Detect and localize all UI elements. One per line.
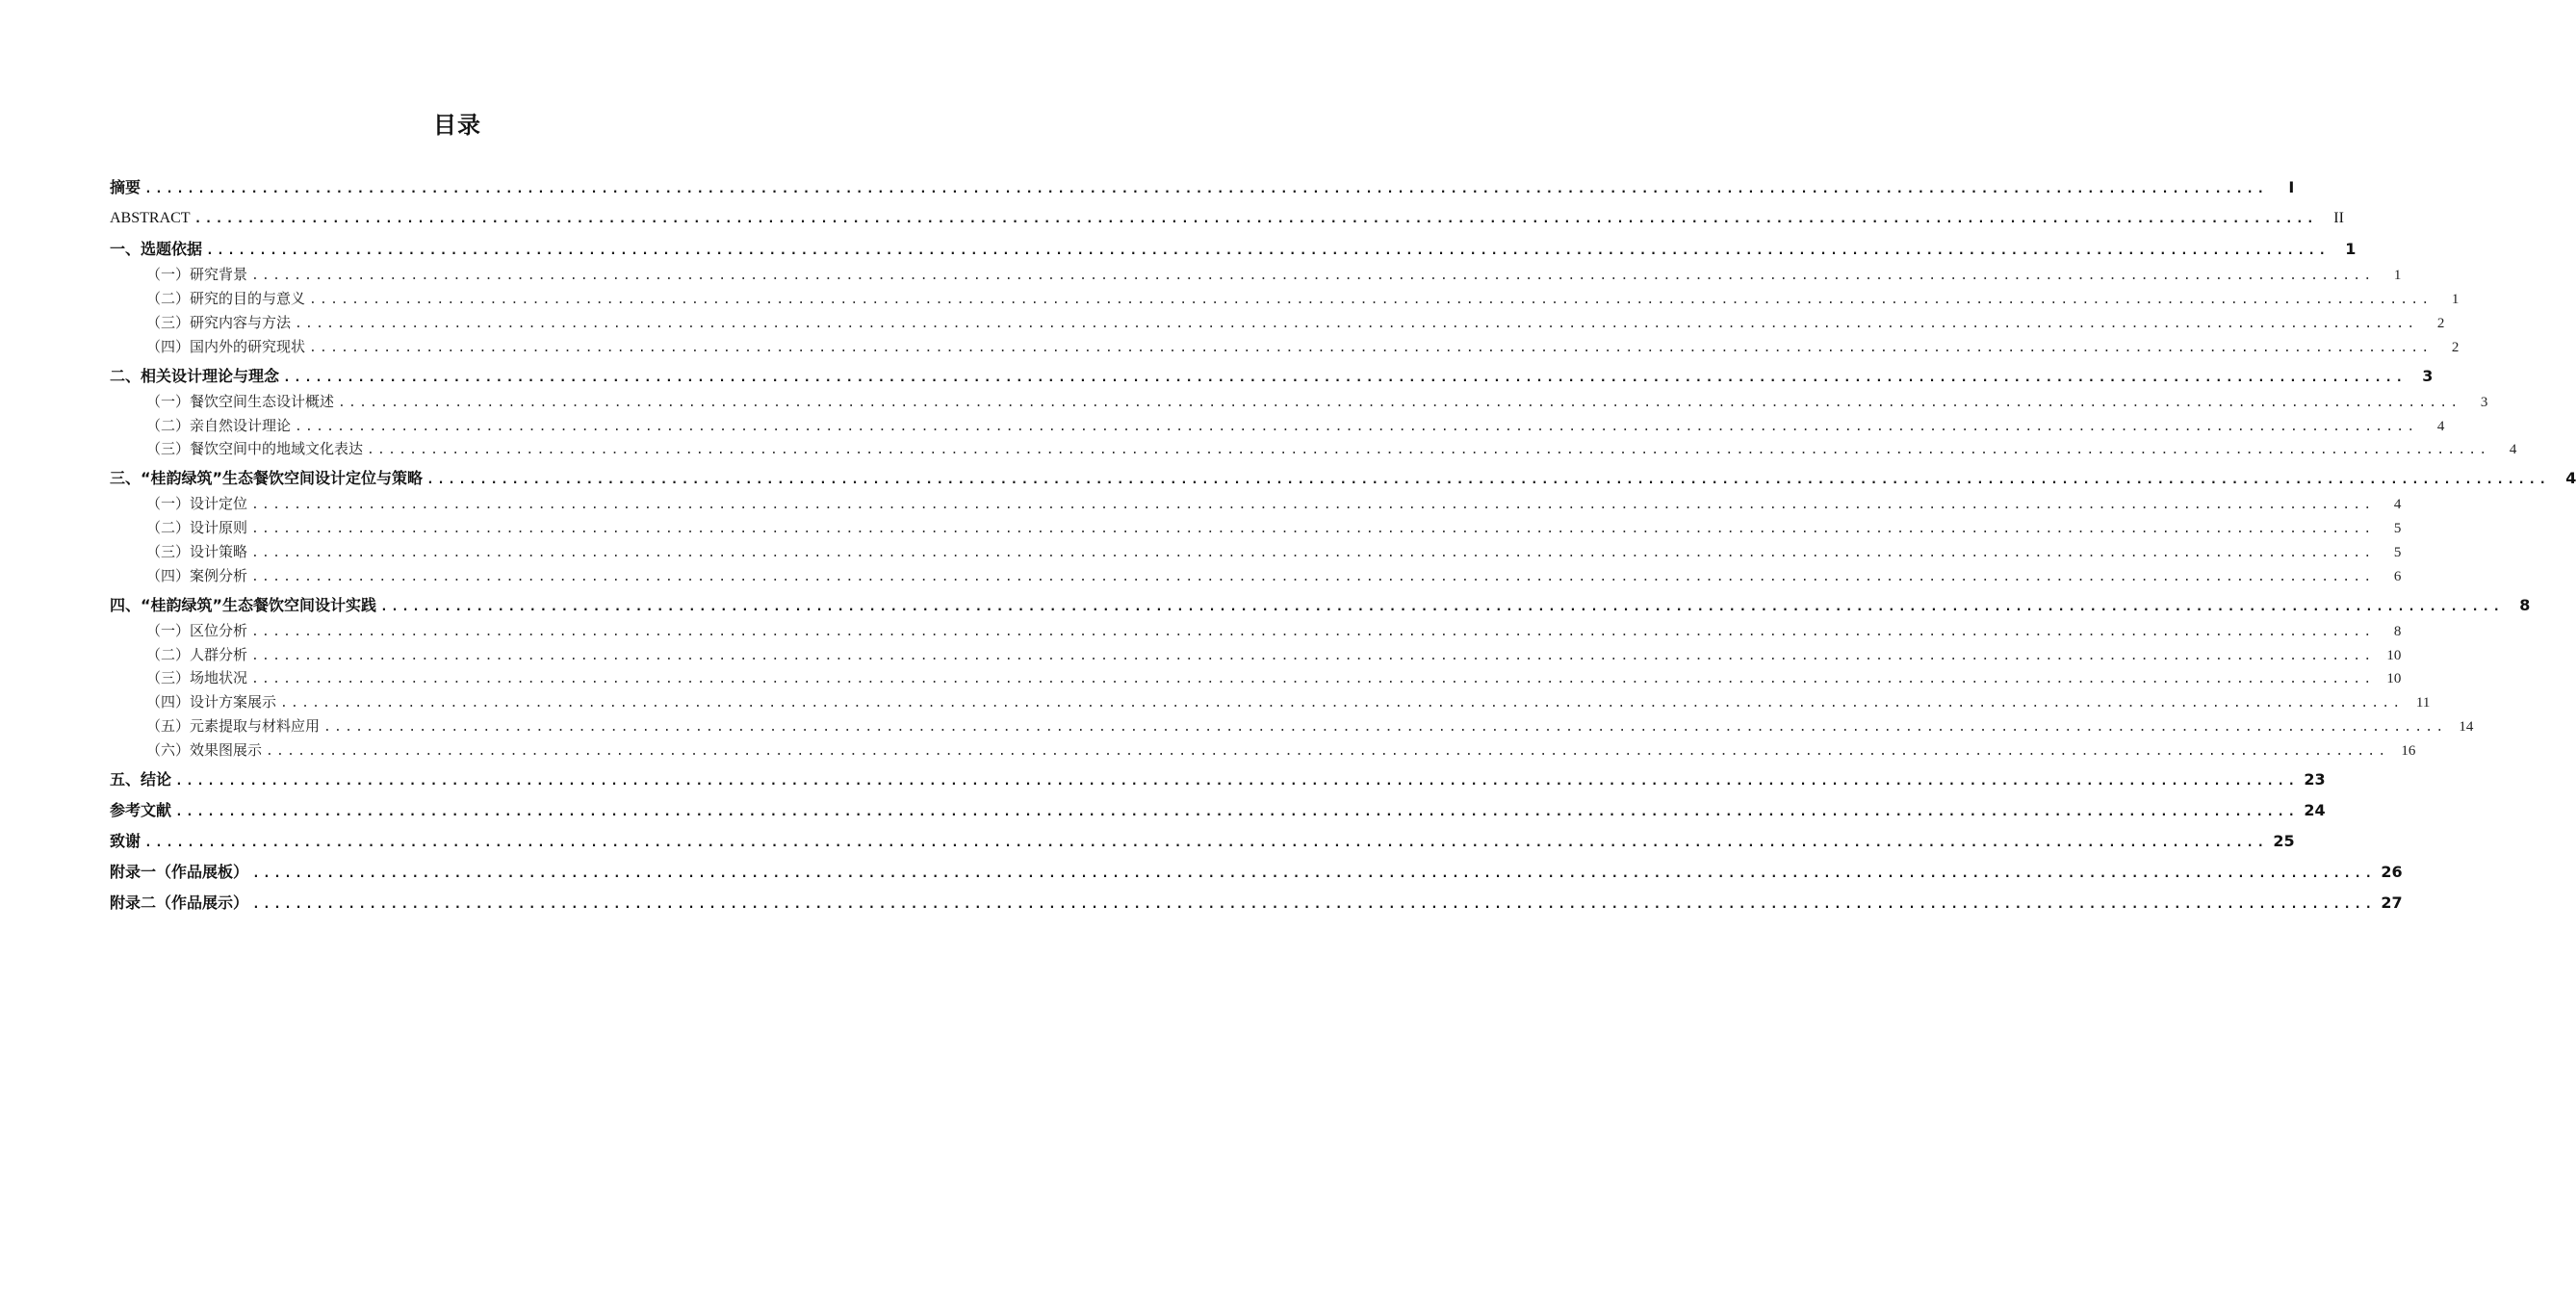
toc-entry-section-2-2[interactable] (146, 415, 2445, 436)
toc-entry-page: 27 (2381, 893, 2403, 912)
toc-entry-section-3-1[interactable] (146, 493, 2402, 514)
toc-entry-page: 26 (2381, 863, 2403, 881)
toc-entry-title: （二）设计原则 (146, 519, 248, 536)
toc-entry-page: 1 (2393, 268, 2402, 283)
dot-leader: ........................................................................................................................................................................................................ (144, 182, 2268, 196)
toc-entry-page: 3 (2422, 367, 2434, 385)
dot-leader: ........................................................................................................................................................................................................ (251, 546, 2375, 560)
toc-entry-section-3-2[interactable] (146, 517, 2402, 538)
toc-entry-page: 23 (2304, 770, 2326, 789)
dot-leader: ........................................................................................................................................................................................................ (251, 570, 2375, 584)
toc-entry-page: 5 (2393, 521, 2402, 536)
toc-entry-chapter-5[interactable] (110, 769, 2326, 790)
toc-entry-page: 4 (2436, 419, 2445, 434)
toc-entry-page: 6 (2393, 569, 2402, 584)
dot-leader: ........................................................................................................................................................................................................ (367, 443, 2490, 457)
toc-entry-title: （二）亲自然设计理论 (146, 417, 292, 434)
toc-entry-page: 25 (2273, 832, 2295, 850)
dot-leader: ........................................................................................................................................................................................................ (323, 720, 2447, 735)
toc-entry-title: 一、选题依据 (110, 240, 203, 258)
dot-leader: ........................................................................................................................................................................................................ (251, 672, 2375, 686)
toc-entry-page: 10 (2386, 648, 2402, 663)
toc-entry-title: （三）场地状况 (146, 669, 248, 686)
dot-leader: ........................................................................................................................................................................................................ (283, 371, 2407, 385)
toc-entry-title: （一）设计定位 (146, 495, 248, 512)
toc-entry-acknowledgements[interactable] (110, 831, 2295, 852)
toc-entry-section-1-2[interactable] (146, 288, 2460, 309)
toc-entry-page: 4 (2565, 469, 2576, 487)
toc-entry-title: 参考文献 (110, 801, 172, 819)
dot-leader: ........................................................................................................................................................................................................ (426, 473, 2550, 487)
dot-leader: ........................................................................................................................................................................................................ (280, 696, 2404, 711)
toc-entry-section-4-5[interactable] (146, 715, 2474, 737)
toc-entry-title: （三）研究内容与方法 (146, 314, 292, 331)
toc-entry-appendix-1[interactable] (110, 862, 2403, 883)
toc-entry-title: 附录二（作品展示） (110, 893, 249, 912)
toc-entry-title: （二）研究的目的与意义 (146, 290, 306, 307)
page-title: 目录 (433, 112, 481, 139)
dot-leader: ........................................................................................................................................................................................................ (251, 522, 2375, 536)
toc-entry-section-2-1[interactable] (146, 391, 2488, 412)
toc-entry-title: 三、“桂韵绿筑”生态餐饮空间设计定位与策略 (110, 469, 424, 487)
toc-entry-section-4-1[interactable] (146, 620, 2402, 641)
toc-entry-title: （三）设计策略 (146, 543, 248, 560)
dot-leader: ........................................................................................................................................................................................................ (251, 649, 2375, 663)
toc-entry-page: 2 (2451, 340, 2460, 355)
dot-leader: ........................................................................................................................................................................................................ (309, 293, 2433, 307)
toc-entry-section-3-4[interactable] (146, 565, 2402, 586)
toc-entry-title: （四）案例分析 (146, 567, 248, 584)
toc-entry-title: 致谢 (110, 832, 142, 850)
toc-entry-title: 五、结论 (110, 770, 172, 789)
toc-entry-page: 1 (2451, 292, 2460, 307)
toc-entry-title: （一）餐饮空间生态设计概述 (146, 393, 335, 410)
toc-entry-section-1-1[interactable] (146, 264, 2402, 285)
dot-leader: ........................................................................................................................................................................................................ (206, 244, 2330, 258)
toc-entry-title: （二）人群分析 (146, 646, 248, 663)
table-of-contents (110, 0, 2576, 1294)
toc-entry-section-1-4[interactable] (146, 336, 2460, 357)
toc-entry-title: （三）餐饮空间中的地域文化表达 (146, 440, 364, 457)
toc-entry-page: I (2288, 178, 2295, 196)
toc-entry-page: 10 (2386, 671, 2402, 686)
toc-entry-title: （一）研究背景 (146, 266, 248, 283)
toc-entry-page: 24 (2304, 801, 2326, 819)
toc-entry-abstract-en[interactable] (110, 208, 2344, 229)
toc-entry-page: 4 (2509, 442, 2517, 457)
toc-entry-title: 摘要 (110, 178, 142, 196)
toc-entry-page: 2 (2436, 316, 2445, 331)
toc-entry-page: 8 (2393, 624, 2402, 639)
dot-leader: ........................................................................................................................................................................................................ (252, 867, 2376, 881)
toc-entry-title: （四）设计方案展示 (146, 693, 277, 711)
toc-entry-section-2-3[interactable] (146, 438, 2517, 459)
toc-entry-section-4-6[interactable] (146, 739, 2416, 761)
dot-leader: ........................................................................................................................................................................................................ (295, 420, 2418, 434)
toc-entry-section-4-2[interactable] (146, 644, 2402, 665)
toc-entry-section-4-3[interactable] (146, 667, 2402, 688)
toc-entry-chapter-4[interactable] (110, 595, 2531, 616)
toc-entry-appendix-2[interactable] (110, 893, 2403, 914)
toc-entry-title: （五）元素提取与材料应用 (146, 717, 321, 735)
toc-entry-section-3-3[interactable] (146, 541, 2402, 562)
toc-entry-title: 二、相关设计理论与理念 (110, 367, 280, 385)
toc-entry-title: ABSTRACT (110, 210, 191, 226)
toc-entry-page: 16 (2401, 743, 2416, 759)
dot-leader: ........................................................................................................................................................................................................ (251, 498, 2375, 512)
toc-entry-title: （一）区位分析 (146, 622, 248, 639)
dot-leader: ........................................................................................................................................................................................................ (252, 897, 2376, 912)
toc-entry-page: 8 (2519, 596, 2531, 614)
dot-leader: ........................................................................................................................................................................................................ (175, 774, 2299, 789)
dot-leader: ........................................................................................................................................................................................................ (266, 744, 2389, 759)
dot-leader: ........................................................................................................................................................................................................ (251, 625, 2375, 639)
toc-entry-page: II (2333, 210, 2344, 226)
dot-leader: ........................................................................................................................................................................................................ (175, 805, 2299, 819)
dot-leader: ........................................................................................................................................................................................................ (251, 269, 2375, 283)
toc-entry-page: 14 (2459, 719, 2474, 735)
dot-leader: ........................................................................................................................................................................................................ (295, 317, 2418, 331)
toc-entry-section-4-4[interactable] (146, 691, 2431, 712)
toc-entry-title: （六）效果图展示 (146, 741, 263, 759)
toc-entry-page: 4 (2393, 497, 2402, 512)
dot-leader: ........................................................................................................................................................................................................ (193, 212, 2317, 226)
toc-entry-page: 1 (2345, 240, 2357, 258)
dot-leader: ........................................................................................................................................................................................................ (380, 600, 2504, 614)
toc-entry-title: （四）国内外的研究现状 (146, 338, 306, 355)
dot-leader: ........................................................................................................................................................................................................ (338, 396, 2461, 410)
toc-entry-section-1-3[interactable] (146, 312, 2445, 333)
dot-leader: ........................................................................................................................................................................................................ (309, 341, 2433, 355)
toc-entry-title: 附录一（作品展板） (110, 863, 249, 881)
toc-entry-chapter-2[interactable] (110, 366, 2434, 387)
toc-entry-page: 11 (2415, 695, 2431, 711)
toc-entry-chapter-3[interactable] (110, 468, 2576, 489)
toc-entry-page: 3 (2480, 395, 2488, 410)
toc-entry-page: 5 (2393, 545, 2402, 560)
toc-entry-abstract-cn[interactable] (110, 177, 2295, 198)
toc-entry-chapter-1[interactable] (110, 239, 2357, 260)
toc-entry-title: 四、“桂韵绿筑”生态餐饮空间设计实践 (110, 596, 377, 614)
dot-leader: ........................................................................................................................................................................................................ (144, 836, 2268, 850)
toc-entry-references[interactable] (110, 800, 2326, 821)
